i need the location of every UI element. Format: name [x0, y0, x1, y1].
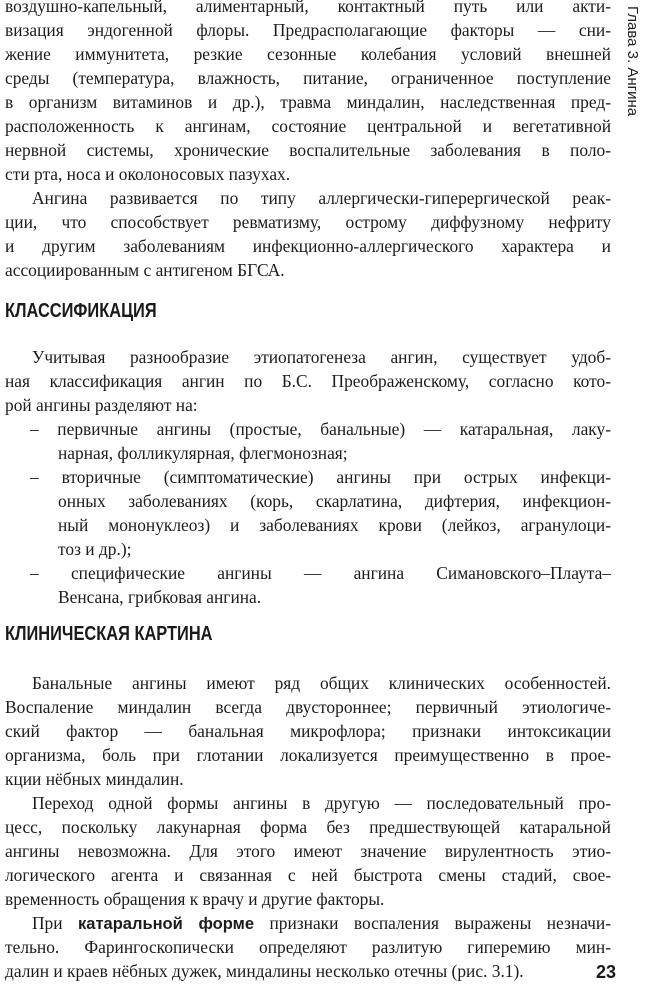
text-line: ассоциированным с антигеном БГСА. [5, 260, 285, 280]
text-line: и другим заболеваниям инфекционно-аллергического характера и [5, 236, 611, 256]
text-line: ангины невозможна. Для этого имеют значение вирулентность этио- [5, 841, 611, 861]
list-item-line: – вторичные (симптоматические) ангины при острых инфекци- [30, 467, 611, 487]
text-line: в организм витаминов и др.), травма миндалин, наследственная пред- [5, 92, 611, 112]
text-line: кции нёбных миндалин. [5, 769, 184, 789]
text-line: Банальные ангины имеют ряд общих клинических особенностей. [32, 673, 611, 693]
text-line: расположенность к ангинам, состояние центральной и вегетативной [5, 116, 611, 136]
text-line: ции, что способствует ревматизму, острому диффузному нефриту [5, 212, 611, 232]
text-line: ная классификация ангин по Б.С. Преображенскому, согласно кото- [5, 371, 611, 391]
text-line: временность обращения к врачу и другие факторы. [5, 889, 385, 909]
list-item-line: нарная, фолликулярная, флегмонозная; [58, 443, 348, 463]
text-line: Учитывая разнообразие этиопатогенеза ангин, существует удоб- [32, 347, 611, 367]
text-line: организма, боль при глотании локализуется преимущественно в прое- [5, 745, 611, 765]
list-item-line: – специфические ангины — ангина Симановского–Плаута– [30, 563, 611, 583]
text-line: Переход одной формы ангины в другую — последовательный про- [32, 793, 611, 813]
text-run: признаки воспаления выражены незначи- [254, 913, 611, 933]
term-catarrhal-form: катаральной форме [78, 915, 255, 933]
text-line: цесс, поскольку лакунарная форма без предшествующей катаральной [5, 817, 611, 837]
text-line: далин и краев нёбных дужек, миндалины несколько отечны (рис. 3.1). [5, 961, 524, 981]
text-line: ский фактор — банальная микрофлора; признаки интоксикации [5, 721, 611, 741]
text-line: среды (температура, влажность, питание, ограниченное поступление [5, 68, 611, 88]
text-line: нервной системы, хронические воспалительные заболевания в поло- [5, 140, 611, 160]
list-item-line: – первичные ангины (простые, банальные) — катаральная, лаку- [30, 419, 611, 439]
text-line: рой ангины разделяют на: [5, 395, 198, 415]
section-heading-clinical: КЛИНИЧЕСКАЯ КАРТИНА [5, 623, 213, 645]
text-line: Воспаление миндалин всегда двустороннее; первичный этиологиче- [5, 697, 611, 717]
text-line: воздушно-капельный, алиментарный, контактный путь или акти- [5, 0, 611, 16]
list-item-line: ный мононуклеоз) и заболеваниях крови (лейкоз, агранулоци- [58, 515, 611, 535]
list-item-line: Венсана, грибковая ангина. [58, 587, 262, 607]
page-number: 23 [595, 962, 616, 982]
text-line: визация эндогенной флоры. Предрасполагающие факторы — сни- [5, 20, 611, 40]
text-line: сти рта, носа и околоносовых пазухах. [5, 164, 291, 184]
text-line: логического агента и связанная с ней быстрота смены стадий, свое- [5, 865, 611, 885]
text-line [32, 911, 611, 936]
section-heading-classification: КЛАССИФИКАЦИЯ [5, 300, 157, 322]
text-line: тельно. Фарингоскопически определяют разлитую гиперемию мин- [5, 937, 611, 957]
list-item-line: онных заболеваниях (корь, скарлатина, дифтерия, инфекцион- [58, 491, 611, 511]
text-line: жение иммунитета, резкие сезонные колебания условий внешней [5, 44, 611, 64]
text-run: При [32, 913, 79, 933]
list-item-line: тоз и др.); [58, 539, 132, 559]
running-header: Глава 3. Ангина [624, 6, 641, 117]
text-line: Ангина развивается по типу аллергически-гиперергической реак- [32, 188, 611, 208]
